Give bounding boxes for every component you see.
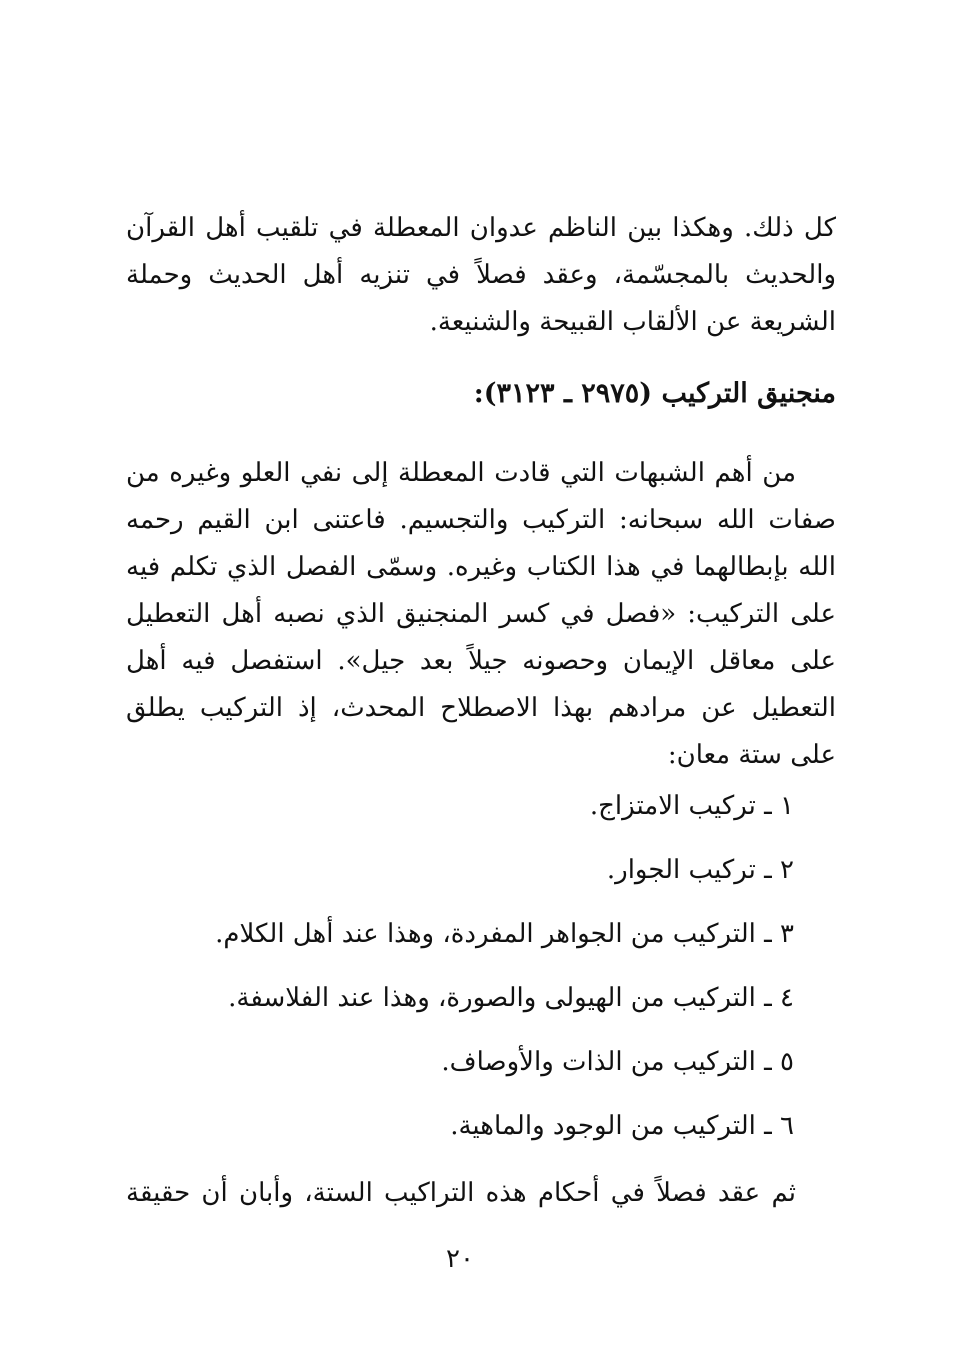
list-item: ١ ـ تركيب الامتزاج. xyxy=(589,791,794,821)
list-item: ٦ ـ التركيب من الوجود والماهية. xyxy=(450,1111,794,1141)
paragraph-continuation: ثم عقد فصلاً في أحكام هذه التراكيب الستة، وأبان أن حقيقة xyxy=(126,1178,796,1208)
list-item: ٥ ـ التركيب من الذات والأوصاف. xyxy=(441,1047,794,1077)
list-item: ٢ ـ تركيب الجوار. xyxy=(606,855,794,885)
paragraph-body: من أهم الشبهات التي قادت المعطلة إلى نفي العلو وغيره من صفات الله سبحانه: التركيب والتجسيم. فاعتنى ابن القيم رحمه الله بإبطالهما في هذا الكتاب وغيره. وسمّى الفصل الذي تكلم فيه على التركيب: «فصل في كسر المنجنيق الذي نصبه أهل التعطيل على معاقل الإيمان وحصونه جيلاً بعد جيل». استفصل فيه أهل التعطيل عن مرادهم بهذا الاصطلاح المحدث، إذ التركيب يطلق على ستة معان: xyxy=(126,458,836,770)
list-item: ٤ ـ التركيب من الهيولى والصورة، وهذا عند الفلاسفة. xyxy=(228,983,794,1013)
list-item: ٣ ـ التركيب من الجواهر المفردة، وهذا عند أهل الكلام. xyxy=(215,919,794,949)
page-number: ٢٠ xyxy=(446,1244,474,1274)
section-heading: منجنيق التركيب (٢٩٧٥ ـ ٣١٢٣): xyxy=(473,378,836,409)
paragraph-intro: كل ذلك. وهكذا بين الناظم عدوان المعطلة في تلقيب أهل القرآن والحديث بالمجسّمة، وعقد فصلاً في تنزيه أهل الحديث وحملة الشريعة عن الألقاب القبيحة والشنيعة. xyxy=(126,213,836,337)
meanings-list xyxy=(134,783,794,1167)
